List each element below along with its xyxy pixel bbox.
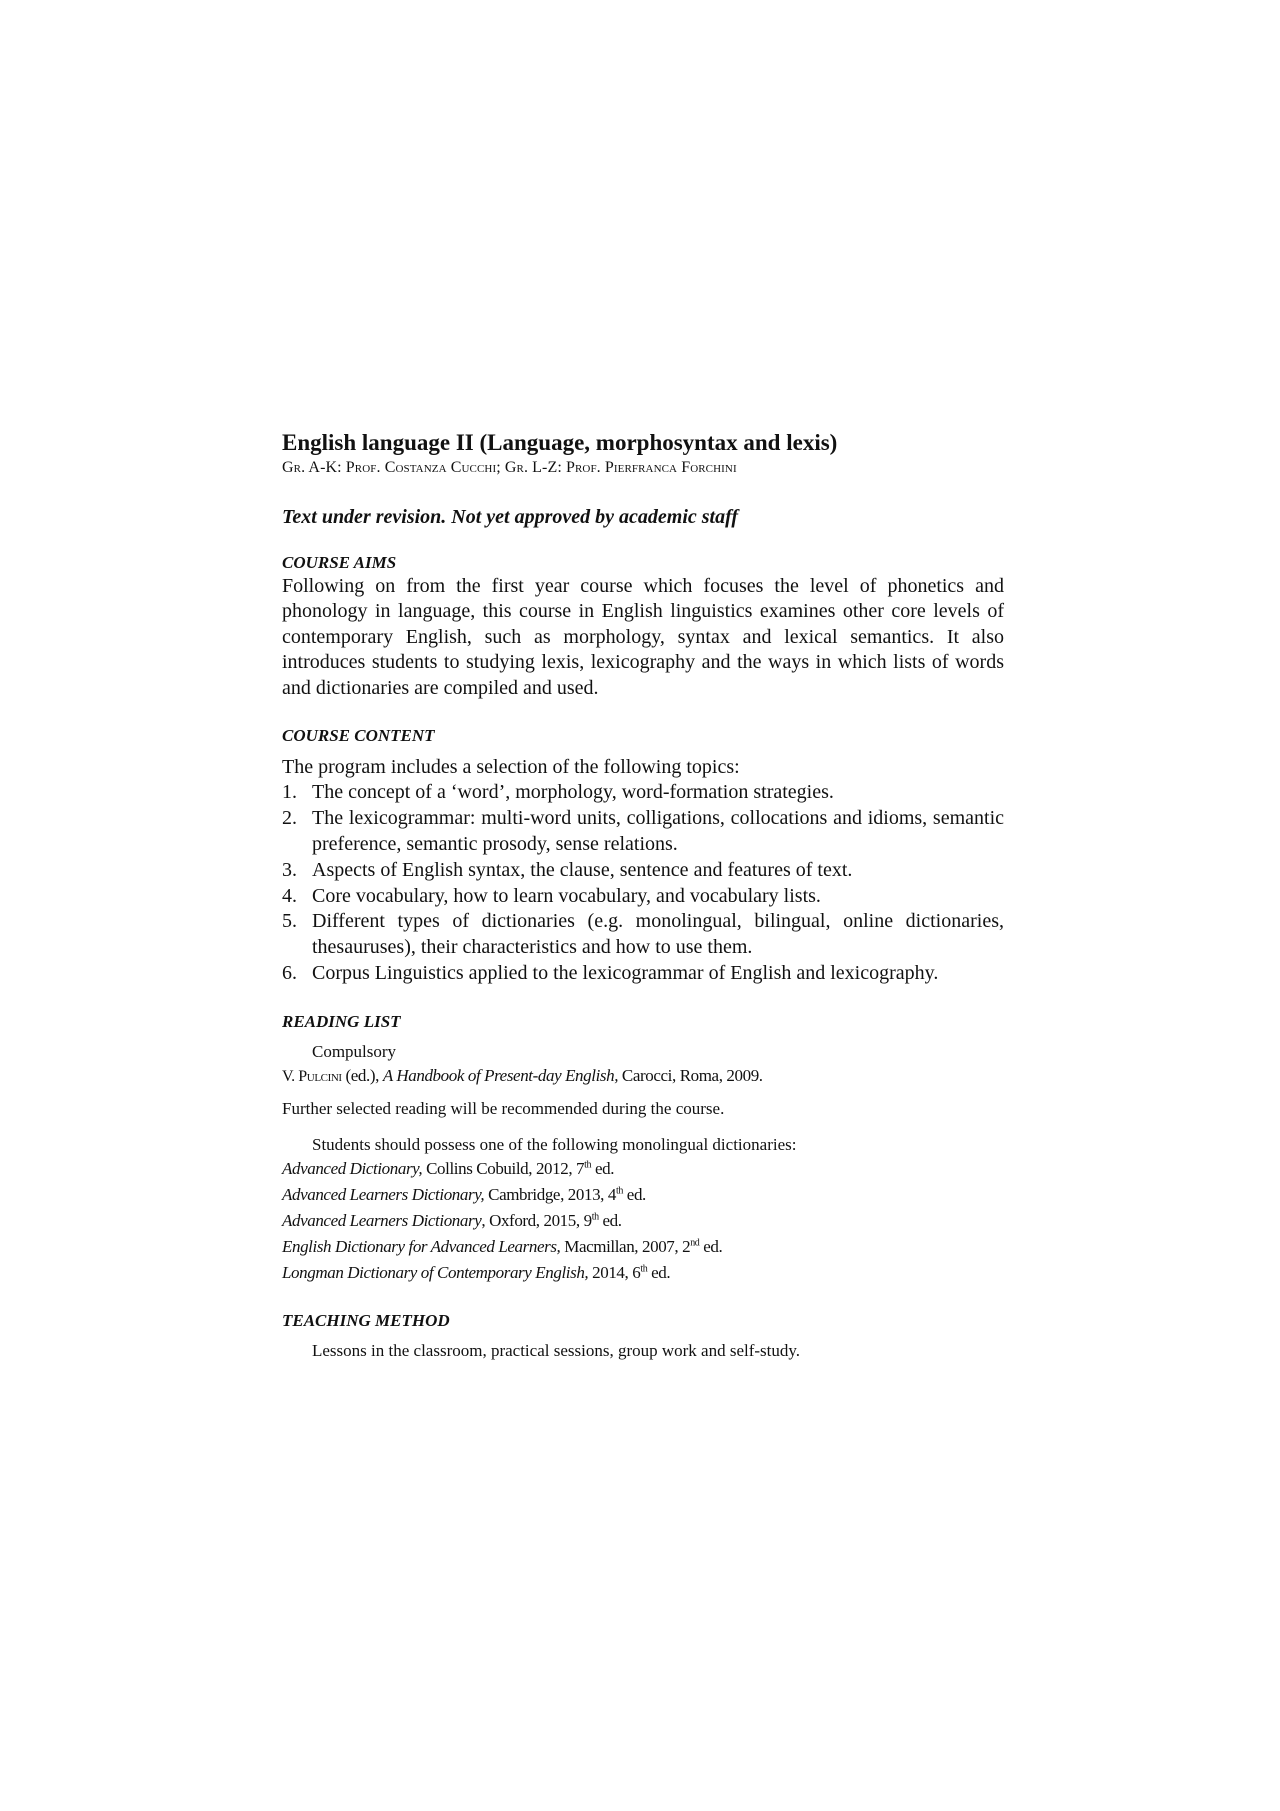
compulsory-label: Compulsory xyxy=(312,1041,397,1061)
topic-item: 5. Different types of dictionaries (e.g. monolingual, bilingual, online dictionaries, thesauruses), their characteristics and how to use them. xyxy=(282,910,1004,959)
course-content-intro: The program includes a selection of the following topics: xyxy=(282,756,740,779)
course-authors: Gr. A-K: Prof. Costanza Cucchi; Gr. L-Z: Prof. Pierfranca Forchini xyxy=(282,459,737,476)
course-aims-heading: COURSE AIMS xyxy=(282,553,397,572)
dictionary-entry: English Dictionary for Advanced Learners, Macmillan, 2007, 2nd ed. xyxy=(282,1236,723,1256)
revision-note: Text under revision. Not yet approved by academic staff xyxy=(282,506,739,528)
course-aims-body: Following on from the first year course which focuses the level of phonetics and phonology in language, this course in English linguistics examines other core levels of contemporary English, such as morphology, syntax and lexical semantics. It also introduces students to studying lexis, lexicography and the ways in which lists of words and dictionaries are compiled and used. xyxy=(282,575,1004,699)
document-page xyxy=(282,428,1004,1362)
teaching-method-body: Lessons in the classroom, practical sessions, group work and self-study. xyxy=(312,1340,801,1360)
reading-list-heading: READING LIST xyxy=(282,1011,401,1031)
dictionary-entry: Advanced Learners Dictionary, Cambridge, 2013, 4th ed. xyxy=(282,1184,646,1204)
topic-list xyxy=(282,780,1004,986)
dictionary-entry: Advanced Dictionary, Collins Cobuild, 2012, 7th ed. xyxy=(282,1158,615,1178)
course-content-heading: COURSE CONTENT xyxy=(282,726,435,746)
dictionary-entry: Longman Dictionary of Contemporary English, 2014, 6th ed. xyxy=(282,1262,671,1282)
teaching-method-heading: TEACHING METHOD xyxy=(282,1310,450,1330)
course-title: English language II (Language, morphosyntax and lexis) xyxy=(282,430,838,455)
further-reading-note: Further selected reading will be recommended during the course. xyxy=(282,1098,725,1118)
topic-item: 1. The concept of a ‘word’, morphology, word-formation strategies. xyxy=(282,781,834,804)
topic-item: 4. Core vocabulary, how to learn vocabulary, and vocabulary lists. xyxy=(282,884,821,907)
dictionaries-intro: Students should possess one of the following monolingual dictionaries: xyxy=(312,1134,797,1154)
topic-item: 2. The lexicogrammar: multi-word units, colligations, collocations and idioms, semantic preference, semantic prosody, sense relations. xyxy=(282,807,1004,856)
topic-item: 3. Aspects of English syntax, the clause, sentence and features of text. xyxy=(282,858,853,881)
dictionary-entry: Advanced Learners Dictionary, Oxford, 2015, 9th ed. xyxy=(282,1210,622,1230)
topic-item: 6. Corpus Linguistics applied to the lexicogrammar of English and lexicography. xyxy=(282,962,939,985)
compulsory-reference: V. Pulcini (ed.), A Handbook of Present-day English, Carocci, Roma, 2009. xyxy=(282,1065,763,1085)
